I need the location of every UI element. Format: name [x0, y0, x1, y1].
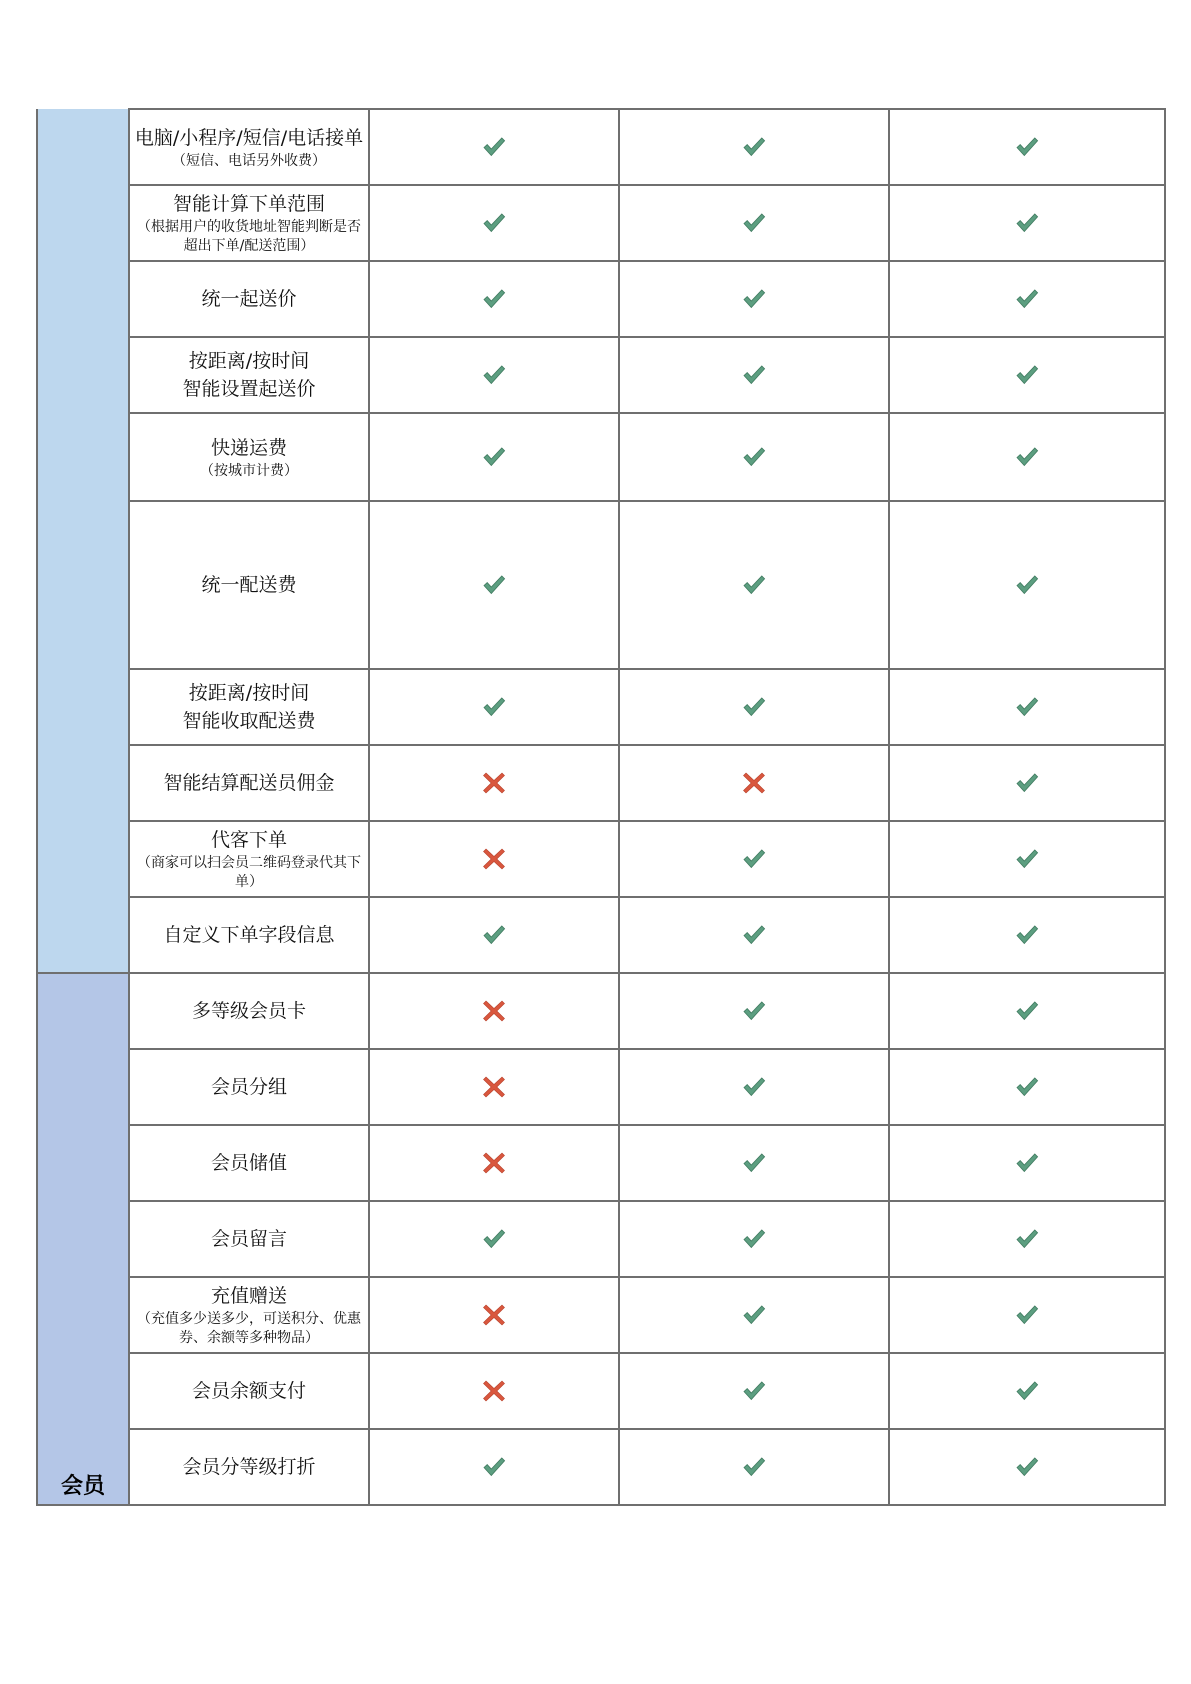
- feature-label: 按距离/按时间 智能设置起送价: [182, 350, 316, 400]
- check-icon: [741, 444, 767, 470]
- tier-2-cell: [619, 1049, 889, 1125]
- table-row: [37, 1125, 1165, 1201]
- tier-2-cell: [619, 337, 889, 413]
- check-icon: [1014, 770, 1040, 796]
- tier-3-cell: [889, 185, 1165, 261]
- tier-3-cell: [889, 897, 1165, 973]
- feature-label: 智能结算配送员佣金: [163, 772, 335, 794]
- table-row: [37, 413, 1165, 501]
- check-icon: [481, 922, 507, 948]
- check-icon: [1014, 362, 1040, 388]
- check-icon: [741, 1226, 767, 1252]
- tier-1-cell: [369, 261, 619, 337]
- table-body: [37, 109, 1165, 1505]
- cross-icon: [741, 770, 767, 796]
- table-row: [37, 973, 1165, 1049]
- tier-2-cell: [619, 1277, 889, 1353]
- feature-label: 快递运费: [210, 436, 287, 459]
- table-row: [37, 1201, 1165, 1277]
- feature-cell: [129, 669, 369, 745]
- feature-cell: [129, 1049, 369, 1125]
- tier-2-cell: [619, 821, 889, 897]
- cross-icon: [481, 998, 507, 1024]
- cross-icon: [481, 1378, 507, 1404]
- check-icon: [481, 444, 507, 470]
- feature-cell: [129, 261, 369, 337]
- feature-label: 充值赠送: [210, 1285, 287, 1307]
- tier-1-cell: [369, 109, 619, 185]
- check-icon: [741, 1302, 767, 1328]
- feature-label: 会员留言: [210, 1228, 287, 1250]
- check-icon: [1014, 1378, 1040, 1404]
- feature-note: （短信、电话另外收费）: [172, 152, 326, 169]
- check-icon: [1014, 922, 1040, 948]
- feature-comparison-table: [36, 108, 1166, 1506]
- check-icon: [481, 694, 507, 720]
- tier-1-cell: [369, 501, 619, 669]
- feature-label: 会员分组: [210, 1076, 287, 1098]
- tier-2-cell: [619, 973, 889, 1049]
- tier-3-cell: [889, 1201, 1165, 1277]
- check-icon: [741, 1378, 767, 1404]
- feature-cell: [129, 821, 369, 897]
- feature-cell: [129, 745, 369, 821]
- tier-3-cell: [889, 821, 1165, 897]
- check-icon: [1014, 694, 1040, 720]
- table-row: [37, 669, 1165, 745]
- tier-1-cell: [369, 1429, 619, 1505]
- feature-cell: [129, 973, 369, 1049]
- tier-2-cell: [619, 745, 889, 821]
- check-icon: [741, 286, 767, 312]
- tier-3-cell: [889, 261, 1165, 337]
- tier-3-cell: [889, 413, 1165, 501]
- tier-2-cell: [619, 669, 889, 745]
- tier-2-cell: [619, 1429, 889, 1505]
- check-icon: [1014, 1226, 1040, 1252]
- tier-2-cell: [619, 1353, 889, 1429]
- check-icon: [1014, 1454, 1040, 1480]
- feature-note: （按城市计费）: [200, 462, 298, 479]
- category-label: 会员: [60, 1474, 105, 1499]
- tier-3-cell: [889, 337, 1165, 413]
- feature-cell: [129, 185, 369, 261]
- tier-1-cell: [369, 897, 619, 973]
- check-icon: [741, 210, 767, 236]
- feature-label: 会员分等级打折: [182, 1456, 316, 1478]
- feature-cell: [129, 1429, 369, 1505]
- feature-label: 会员储值: [210, 1152, 287, 1174]
- tier-3-cell: [889, 1125, 1165, 1201]
- tier-2-cell: [619, 185, 889, 261]
- tier-1-cell: [369, 1049, 619, 1125]
- check-icon: [1014, 1302, 1040, 1328]
- check-icon: [1014, 444, 1040, 470]
- cross-icon: [481, 1302, 507, 1328]
- check-icon: [1014, 1150, 1040, 1176]
- tier-1-cell: [369, 1353, 619, 1429]
- feature-note: （充值多少送多少，可送积分、优惠券、余额等多种物品）: [137, 1311, 361, 1346]
- table-row: [37, 109, 1165, 185]
- tier-2-cell: [619, 897, 889, 973]
- check-icon: [741, 998, 767, 1024]
- tier-2-cell: [619, 413, 889, 501]
- category-cell: [37, 109, 129, 973]
- tier-3-cell: [889, 1353, 1165, 1429]
- check-icon: [741, 846, 767, 872]
- table-row: [37, 897, 1165, 973]
- check-icon: [1014, 998, 1040, 1024]
- feature-cell: [129, 1353, 369, 1429]
- feature-note: （根据用户的收货地址智能判断是否超出下单/配送范围）: [137, 219, 361, 254]
- check-icon: [1014, 846, 1040, 872]
- feature-label: 会员余额支付: [191, 1380, 306, 1402]
- check-icon: [1014, 134, 1040, 160]
- tier-3-cell: [889, 501, 1165, 669]
- check-icon: [741, 362, 767, 388]
- feature-cell: [129, 1201, 369, 1277]
- feature-cell: [129, 897, 369, 973]
- table-row: [37, 821, 1165, 897]
- feature-label: 按距离/按时间 智能收取配送费: [182, 682, 316, 732]
- tier-1-cell: [369, 745, 619, 821]
- check-icon: [1014, 1074, 1040, 1100]
- tier-3-cell: [889, 973, 1165, 1049]
- table-row: [37, 1049, 1165, 1125]
- check-icon: [481, 572, 507, 598]
- tier-3-cell: [889, 109, 1165, 185]
- check-icon: [481, 286, 507, 312]
- feature-label: 代客下单: [210, 829, 287, 851]
- tier-1-cell: [369, 185, 619, 261]
- check-icon: [741, 1454, 767, 1480]
- tier-2-cell: [619, 109, 889, 185]
- tier-2-cell: [619, 261, 889, 337]
- table-row: [37, 1353, 1165, 1429]
- cross-icon: [481, 770, 507, 796]
- check-icon: [741, 922, 767, 948]
- feature-label: 多等级会员卡: [191, 1000, 306, 1022]
- tier-2-cell: [619, 1201, 889, 1277]
- feature-note: （商家可以扫会员二维码登录代其下单）: [137, 855, 361, 890]
- tier-1-cell: [369, 973, 619, 1049]
- tier-3-cell: [889, 1049, 1165, 1125]
- tier-3-cell: [889, 1277, 1165, 1353]
- check-icon: [481, 210, 507, 236]
- check-icon: [1014, 572, 1040, 598]
- tier-1-cell: [369, 1125, 619, 1201]
- cross-icon: [481, 1074, 507, 1100]
- feature-cell: [129, 1277, 369, 1353]
- tier-1-cell: [369, 669, 619, 745]
- cross-icon: [481, 1150, 507, 1176]
- check-icon: [741, 572, 767, 598]
- tier-1-cell: [369, 1201, 619, 1277]
- feature-label: 电脑/小程序/短信/电话接单: [134, 126, 364, 149]
- feature-cell: [129, 413, 369, 501]
- table-row: [37, 745, 1165, 821]
- check-icon: [481, 1226, 507, 1252]
- feature-label: 统一起送价: [201, 288, 297, 310]
- tier-3-cell: [889, 745, 1165, 821]
- check-icon: [741, 1150, 767, 1176]
- feature-label: 智能计算下单范围: [172, 193, 325, 215]
- feature-label: 统一配送费: [201, 574, 297, 596]
- table-row: [37, 1277, 1165, 1353]
- tier-1-cell: [369, 337, 619, 413]
- feature-cell: [129, 109, 369, 185]
- tier-1-cell: [369, 413, 619, 501]
- cross-icon: [481, 846, 507, 872]
- check-icon: [481, 362, 507, 388]
- table-row: [37, 337, 1165, 413]
- check-icon: [741, 134, 767, 160]
- check-icon: [1014, 210, 1040, 236]
- category-cell: [37, 973, 129, 1505]
- tier-3-cell: [889, 669, 1165, 745]
- check-icon: [741, 694, 767, 720]
- tier-2-cell: [619, 501, 889, 669]
- check-icon: [741, 1074, 767, 1100]
- check-icon: [481, 1454, 507, 1480]
- table-row: [37, 261, 1165, 337]
- feature-cell: [129, 337, 369, 413]
- tier-3-cell: [889, 1429, 1165, 1505]
- tier-2-cell: [619, 1125, 889, 1201]
- table-row: [37, 1429, 1165, 1505]
- feature-cell: [129, 1125, 369, 1201]
- table-row: [37, 501, 1165, 669]
- tier-1-cell: [369, 821, 619, 897]
- tier-1-cell: [369, 1277, 619, 1353]
- check-icon: [1014, 286, 1040, 312]
- feature-label: 自定义下单字段信息: [163, 924, 335, 946]
- feature-cell: [129, 501, 369, 669]
- check-icon: [481, 134, 507, 160]
- table-row: [37, 185, 1165, 261]
